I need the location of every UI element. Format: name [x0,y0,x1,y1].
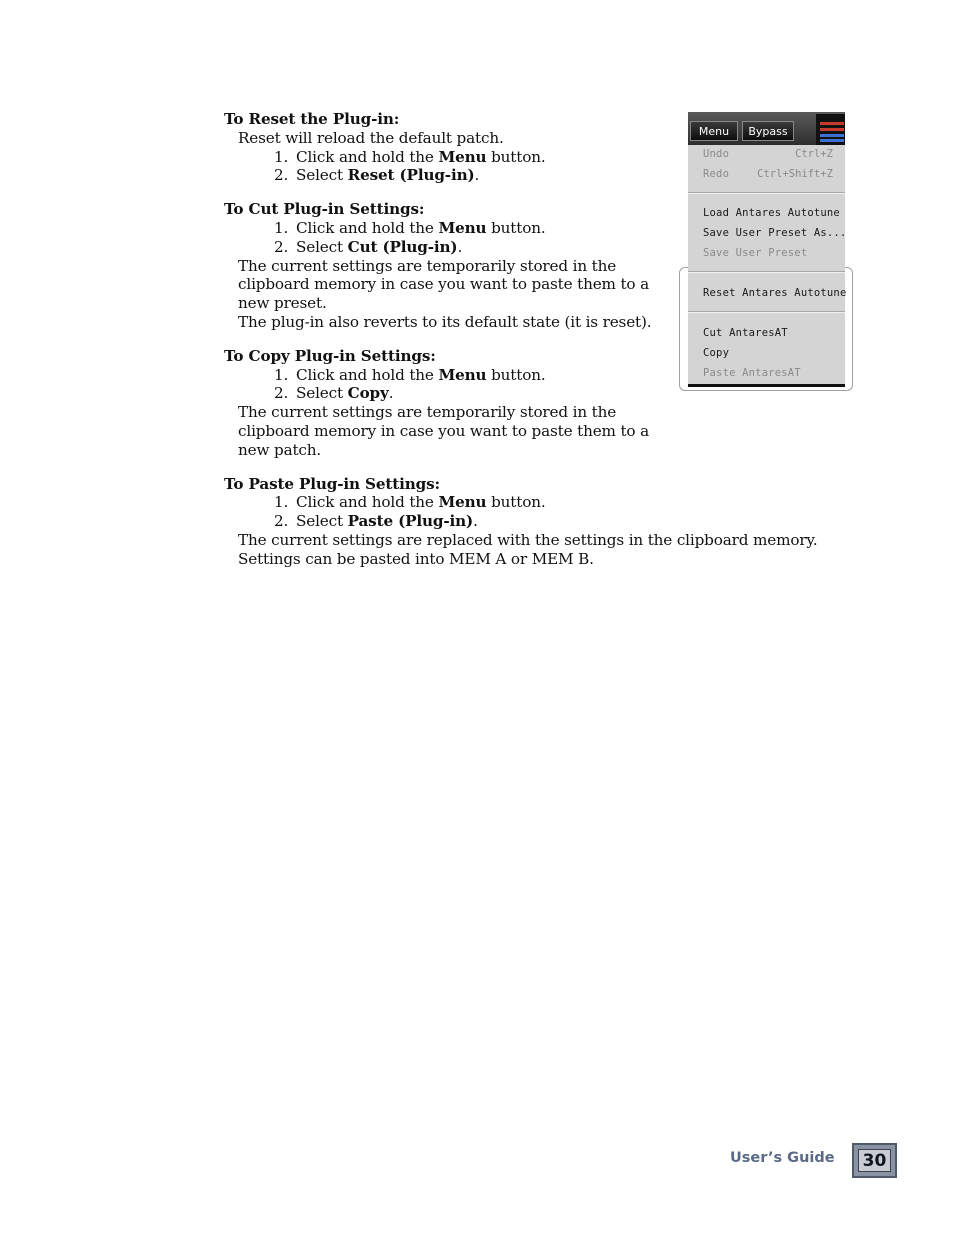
bypass-button[interactable]: Bypass [742,121,794,141]
section-heading: To Copy Plug-in Settings: [224,346,436,365]
step-number: 1. [274,365,289,384]
plugin-menu-screenshot [688,112,845,387]
step-number: 2. [274,237,289,256]
menu-item-reset[interactable]: Reset Antares Autotune [703,287,847,299]
menu-item-save-preset[interactable]: Save User Preset [703,247,808,259]
footer-guide-label: User’s Guide [730,1150,835,1166]
menu-item-cut[interactable]: Cut AntaresAT [703,327,788,339]
step-number: 2. [274,166,289,185]
step-bold-term: Paste (Plug-in) [347,512,474,531]
section-note: The current settings are replaced with the settings in the clipboard memory. Settings can be pasted into MEM A or MEM B. [238,530,818,568]
menu-item-load-preset[interactable]: Load Antares Autotune [703,207,840,219]
step-text: Click and hold the [296,365,439,384]
page-number-badge [852,1143,897,1178]
section-intro: Reset will reload the default patch. [238,128,504,147]
menu-item-copy[interactable]: Copy [703,347,730,359]
step-text: Select [296,512,348,531]
step-number: 2. [274,512,289,531]
step-text: Click and hold the [296,493,439,512]
step-text: . [457,237,463,256]
step-number: 1. [274,493,289,512]
menu-separator [688,192,845,194]
step-text: button. [486,218,546,237]
menu-separator [688,311,845,313]
section-heading: To Cut Plug-in Settings: [224,200,425,219]
section-note: The current settings are temporarily stored in the clipboard memory in case you want to paste them to a new patch. [238,403,650,459]
step-text: button. [486,365,546,384]
step-bold-term: Menu [438,365,487,384]
step-text: . [473,512,478,531]
section-note: The plug-in also reverts to its default state (it is reset). [238,312,652,331]
step-bold-term: Copy [347,384,389,403]
step-number: 2. [274,384,289,403]
step-text: Click and hold the [296,147,439,166]
step-item [224,493,844,512]
section-paste [224,475,844,569]
level-meter-icon [816,114,845,145]
step-bold-term: Reset (Plug-in) [347,166,475,185]
page-number: 30 [858,1149,891,1172]
menu-button[interactable]: Menu [690,121,738,141]
menu-separator [688,271,845,273]
step-item [224,512,844,531]
step-number: 1. [274,218,289,237]
step-bold-term: Menu [438,493,487,512]
step-bold-term: Menu [438,147,487,166]
step-text: . [474,166,480,185]
steps-list [224,493,844,531]
menu-item-save-preset-as[interactable]: Save User Preset As... [703,227,847,239]
menu-item-redo[interactable]: Redo [703,168,730,180]
section-note: The current settings are temporarily stored in the clipboard memory in case you want to paste them to a new preset. [238,256,650,313]
step-number: 1. [274,147,289,166]
menu-item-undo[interactable]: Undo [703,148,730,160]
step-bold-term: Menu [438,218,487,237]
step-text: Click and hold the [296,218,439,237]
shortcut-undo: Ctrl+Z [795,148,833,160]
section-heading: To Paste Plug-in Settings: [224,474,440,493]
step-bold-term: Cut (Plug-in) [347,237,458,256]
step-text: button. [486,493,546,512]
section-heading: To Reset the Plug-in: [224,110,400,128]
plugin-toolbar [688,112,845,145]
step-text: Select [296,237,348,256]
menu-item-paste[interactable]: Paste AntaresAT [703,367,801,379]
step-text: Select [296,384,348,403]
shortcut-redo: Ctrl+Shift+Z [757,168,833,180]
step-text: Select [296,166,348,185]
step-text: button. [486,147,546,166]
step-text: . [388,384,394,403]
menu-bottom-edge [688,384,845,387]
